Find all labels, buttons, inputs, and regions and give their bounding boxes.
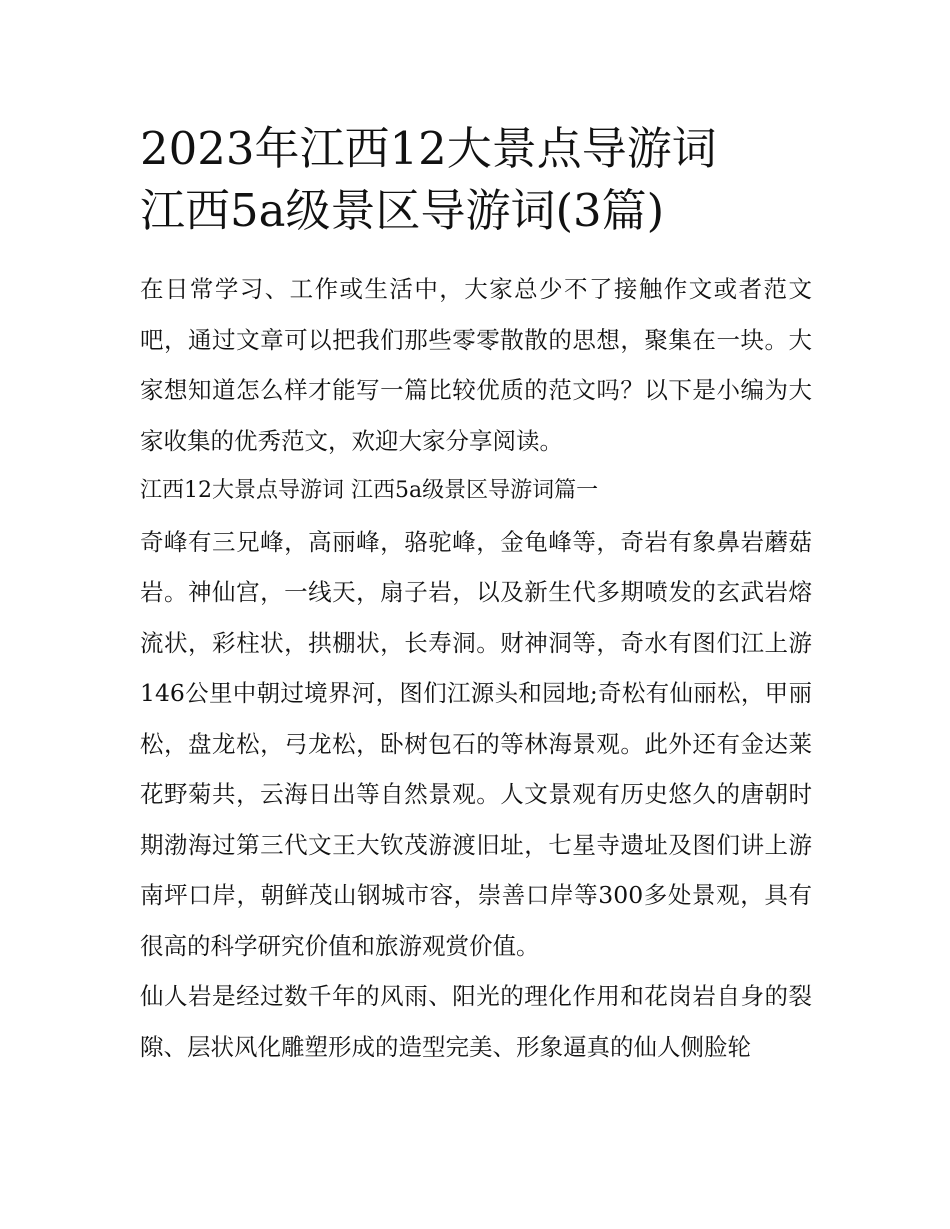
section-heading-1: 江西12大景点导游词 江西5a级景区导游词篇一	[140, 478, 599, 503]
body-paragraph-1: 奇峰有三兄峰，高丽峰，骆驼峰，金龟峰等，奇岩有象鼻岩蘑菇岩。神仙宫，一线天，扇子岩，以及新生代多期喷发的玄武岩熔流状，彩柱状，拱棚状，长寿洞。财神洞等，奇水有图们江上游146公里中朝过境界河，图们江源头和园地;奇松有仙丽松，甲丽松，盘龙松，弓龙松，卧树包石的等林海景观。此外还有金达莱花野菊共，云海日出等自然景观。人文景观有历史悠久的唐朝时期渤海过第三代文王大钦茂游渡旧址，七星寺遗址及图们讲上游南坪口岸，朝鲜茂山钢城市容，崇善口岸等300多处景观，具有很高的科学研究价值和旅游观赏价值。	[140, 527, 812, 960]
body-paragraph-2: 仙人岩是经过数千年的风雨、阳光的理化作用和花岗岩自身的裂隙、层状风化雕塑形成的造型完美、形象逼真的仙人侧脸轮	[140, 982, 812, 1061]
document-title	[140, 118, 812, 242]
document-body	[140, 264, 812, 1072]
title-line-1: 2023年江西12大景点导游词	[140, 122, 717, 175]
intro-paragraph: 在日常学习、工作或生活中，大家总少不了接触作文或者范文吧，通过文章可以把我们那些零零散散的思想，聚集在一块。大家想知道怎么样才能写一篇比较优质的范文吗？以下是小编为大家收集的优秀范文，欢迎大家分享阅读。	[140, 275, 812, 455]
title-line-2: 江西5a级景区导游词(3篇)	[140, 184, 665, 237]
document-content	[140, 118, 812, 1072]
